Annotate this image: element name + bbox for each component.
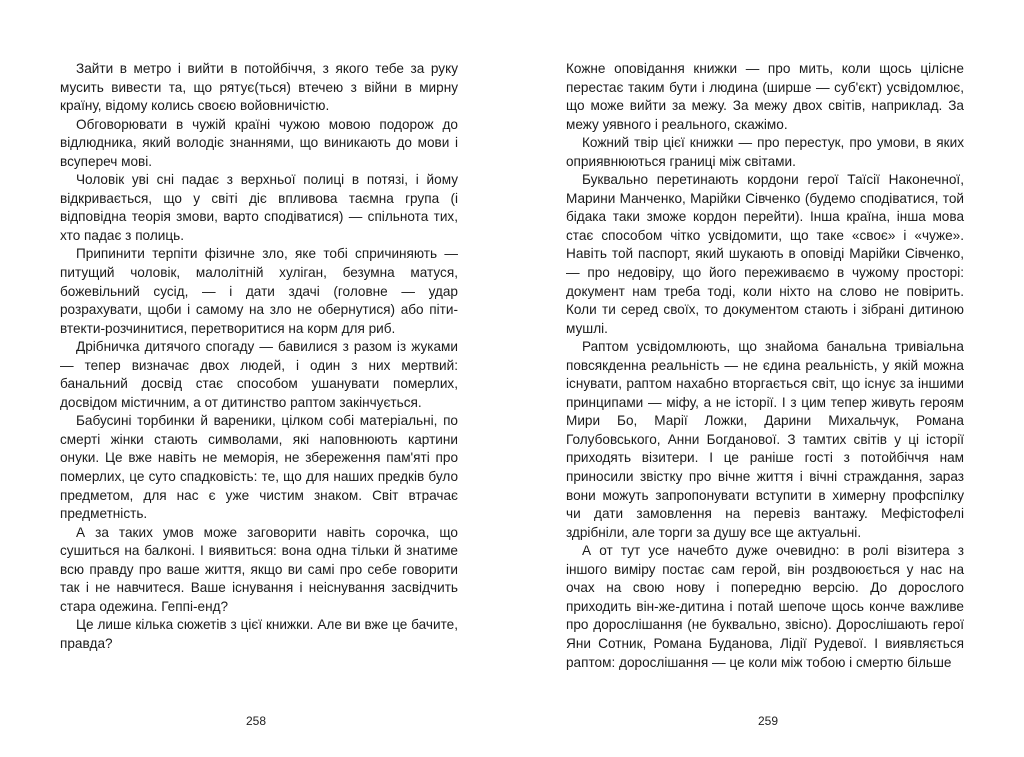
paragraph: Кожний твір цієї книжки — про перестук, про умови, в яких оприявнюються границі між світами. [566,135,964,169]
paragraph: А от тут усе начебто дуже очевидно: в ролі візитера з іншого виміру постає сам герой, він роздвоюється у нас на очах на свою нову і попередню версію. До дорослого приходить він-же-дитина і потай шепоче щось конче важливе про дорослішання (не буквально, звісно). Дорослішають герої Яни Сотник, Романа Буданова, Лідії Рудевої. І виявляється раптом: дорослішання — це коли між тобою і смертю більше [566,543,964,670]
paragraph: Раптом усвідомлюють, що знайома банальна тривіальна повсякденна реальність — не єдина реальність, у якій можна існувати, раптом нахабно вторгається світ, що існує за іншими принципами — міфу, а не історії. І з цим тепер живуть героям Мири Бо, Марії Ложки, Дарини Михальчук, Романа Голубовського, Анни Богданової. З тамтих світів у ці історії приходять візитери. І це раніше гості з потойбіччя нам приносили звістку про вічне життя і вічні страждання, зараз вони можуть запропонувати вступити в химерну профспілку чи дати замовлення на перевіз вантажу. Мефістофелі здрібніли, але торги за душу все ще актуальні. [566,339,964,540]
paragraph: Це лише кілька сюжетів з цієї книжки. Але ви вже це бачите, правда? [60,617,458,651]
right-page [566,60,964,672]
paragraph: Буквально перетинають кордони герої Таїсії Наконечної, Марини Манченко, Марійки Сівченко (будемо сподіватися, той бідака таки зможе кордон перейти). Інша країна, інша мова стає способом чітко усвідомити, що таке «своє» і «чуже». Навіть той паспорт, який шукають в оповіді Марійки Сівченко, — про недовіру, що його переживаємо в чужому просторі: документ нам треба тоді, коли ніхто на слово не повірить. Коли ти серед своїх, то документом стають і зібрані дитиною мушлі. [566,172,964,336]
paragraph: Дрібничка дитячого спогаду — бавилися з разом із жуками — тепер визначає двох людей, і один з них мертвий: банальний досвід стає способом ушанувати померлих, досвідом містичним, а от дитинство раптом закінчується. [60,339,458,410]
left-page [60,60,458,654]
page-number-left: 258 [245,714,267,728]
paragraph: Припинити терпіти фізичне зло, яке тобі спричиняють — питущий чоловік, малолітній хуліган, безумна матуся, божевільний сусід, — і дати здачі (головне — удар розрахувати, щоби і самому на зло не обернутися) або піти-втекти-розчинитися, перетворитися на корм для риб. [60,246,458,336]
paragraph: А за таких умов може заговорити навіть сорочка, що сушиться на балконі. І виявиться: вона одна тільки й знатиме всю правду про ваше життя, якщо ви самі про себе говорити так і не навчитеся. Ваше існування і неіснування засвідчить стара одежина. Геппі-енд? [60,524,458,614]
paragraph: Обговорювати в чужій країні чужою мовою подорож до відлюдника, який володіє знаннями, що виникають до мови і всупереч мові. [60,116,458,169]
paragraph: Чоловік уві сні падає з верхньої полиці в потязі, і йому відкривається, що у світі діє впливова таємна група (і відповідна теорія змови, варто сподіватися) — спільнота тих, хто падає з полиць. [60,172,458,243]
paragraph: Бабусині торбинки й вареники, цілком собі матеріальні, по смерті жінки стають символами, які наповнюють картини онуки. Це вже навіть не меморія, не збереження пам'яті про померлих, це суто спадковість: те, що для наших предків було предметом, для нас є уже чистим знаком. Світ втрачає предметність. [60,413,458,522]
page-number-right: 259 [757,714,779,728]
paragraph: Зайти в метро і вийти в потойбіччя, з якого тебе за руку мусить вивести та, що рятує(ться) втечею з війни в мирну країну, відому колись своєю войовничістю. [60,61,458,114]
continued-paragraph: Кожне оповідання книжки — про мить, коли щось цілісне перестає таким бути і людина (ширше — суб'єкт) усвідомлює, що може вийти за межу. За межу двох світів, наприклад. За межу уявного і реального, скажімо. [566,61,964,132]
